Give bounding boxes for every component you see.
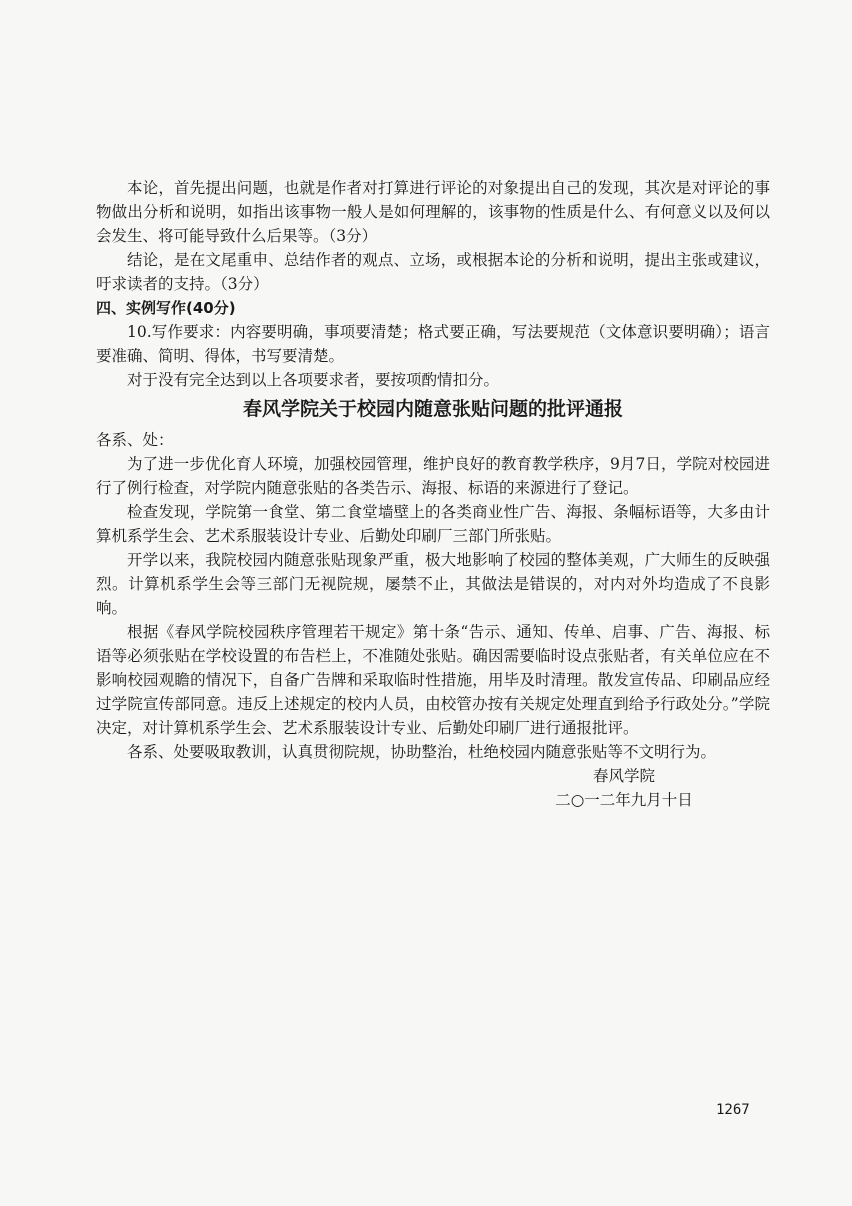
section-heading: 四、实例写作(40分) <box>96 299 236 317</box>
notice-title: 春风学院关于校园内随意张贴问题的批评通报 <box>242 398 623 420</box>
deduction-note: 对于没有完全达到以上各项要求者，要按项酌情扣分。 <box>127 371 500 389</box>
intro-paragraph-conclusion: 结论，是在文尾重申、总结作者的观点、立场，或根据本论的分析和说明，提出主张或建议，吁求读者的支持。（3分） <box>96 251 770 293</box>
notice-paragraph: 开学以来，我院校园内随意张贴现象严重，极大地影响了校园的整体美观，广大师生的反映强烈。计算机系学生会等三部门无视院规，屡禁不止，其做法是错误的，对内对外均造成了不良影响。 <box>96 551 770 617</box>
notice-signer: 春风学院 <box>592 767 655 785</box>
notice-paragraph: 检查发现，学院第一食堂、第二食堂墙壁上的各类商业性广告、海报、条幅标语等，大多由计算机系学生会、艺术系服装设计专业、后勤处印刷厂三部门所张贴。 <box>96 503 770 545</box>
notice-paragraph: 各系、处要吸取教训，认真贯彻院规，协助整治，杜绝校园内随意张贴等不文明行为。 <box>127 743 717 761</box>
intro-paragraph-body: 本论，首先提出问题，也就是作者对打算进行评论的对象提出自己的发现，其次是对评论的事物做出分析和说明，如指出该事物一般人是如何理解的，该事物的性质是什么、有何意义以及何以会发生、将可能导致什么后果等。（3分） <box>96 179 770 245</box>
writing-requirements: 10.写作要求：内容要明确，事项要清楚；格式要正确，写法要规范（文体意识要明确）；语言要准确、简明、得体，书写要清楚。 <box>96 323 770 365</box>
notice-salutation: 各系、处： <box>96 431 174 449</box>
page-number: 1267 <box>716 1102 750 1118</box>
page-content <box>96 176 770 812</box>
notice-date: 二○一二年九月十日 <box>555 791 693 809</box>
notice-paragraph: 为了进一步优化育人环境，加强校园管理，维护良好的教育教学秩序，9月7日，学院对校园进行了例行检查，对学院内随意张贴的各类告示、海报、标语的来源进行了登记。 <box>96 455 770 497</box>
notice-paragraph: 根据《春风学院校园秩序管理若干规定》第十条“告示、通知、传单、启事、广告、海报、标语等必须张贴在学校设置的布告栏上，不准随处张贴。确因需要临时设点张贴者，有关单位应在不影响校园观瞻的情况下，自备广告牌和采取临时性措施，用毕及时清理。散发宣传品、印刷品应经过学院宣传部同意。违反上述规定的校内人员，由校管办按有关规定处理直到给予行政处分。”学院决定，对计算机系学生会、艺术系服装设计专业、后勤处印刷厂进行通报批评。 <box>96 623 770 737</box>
